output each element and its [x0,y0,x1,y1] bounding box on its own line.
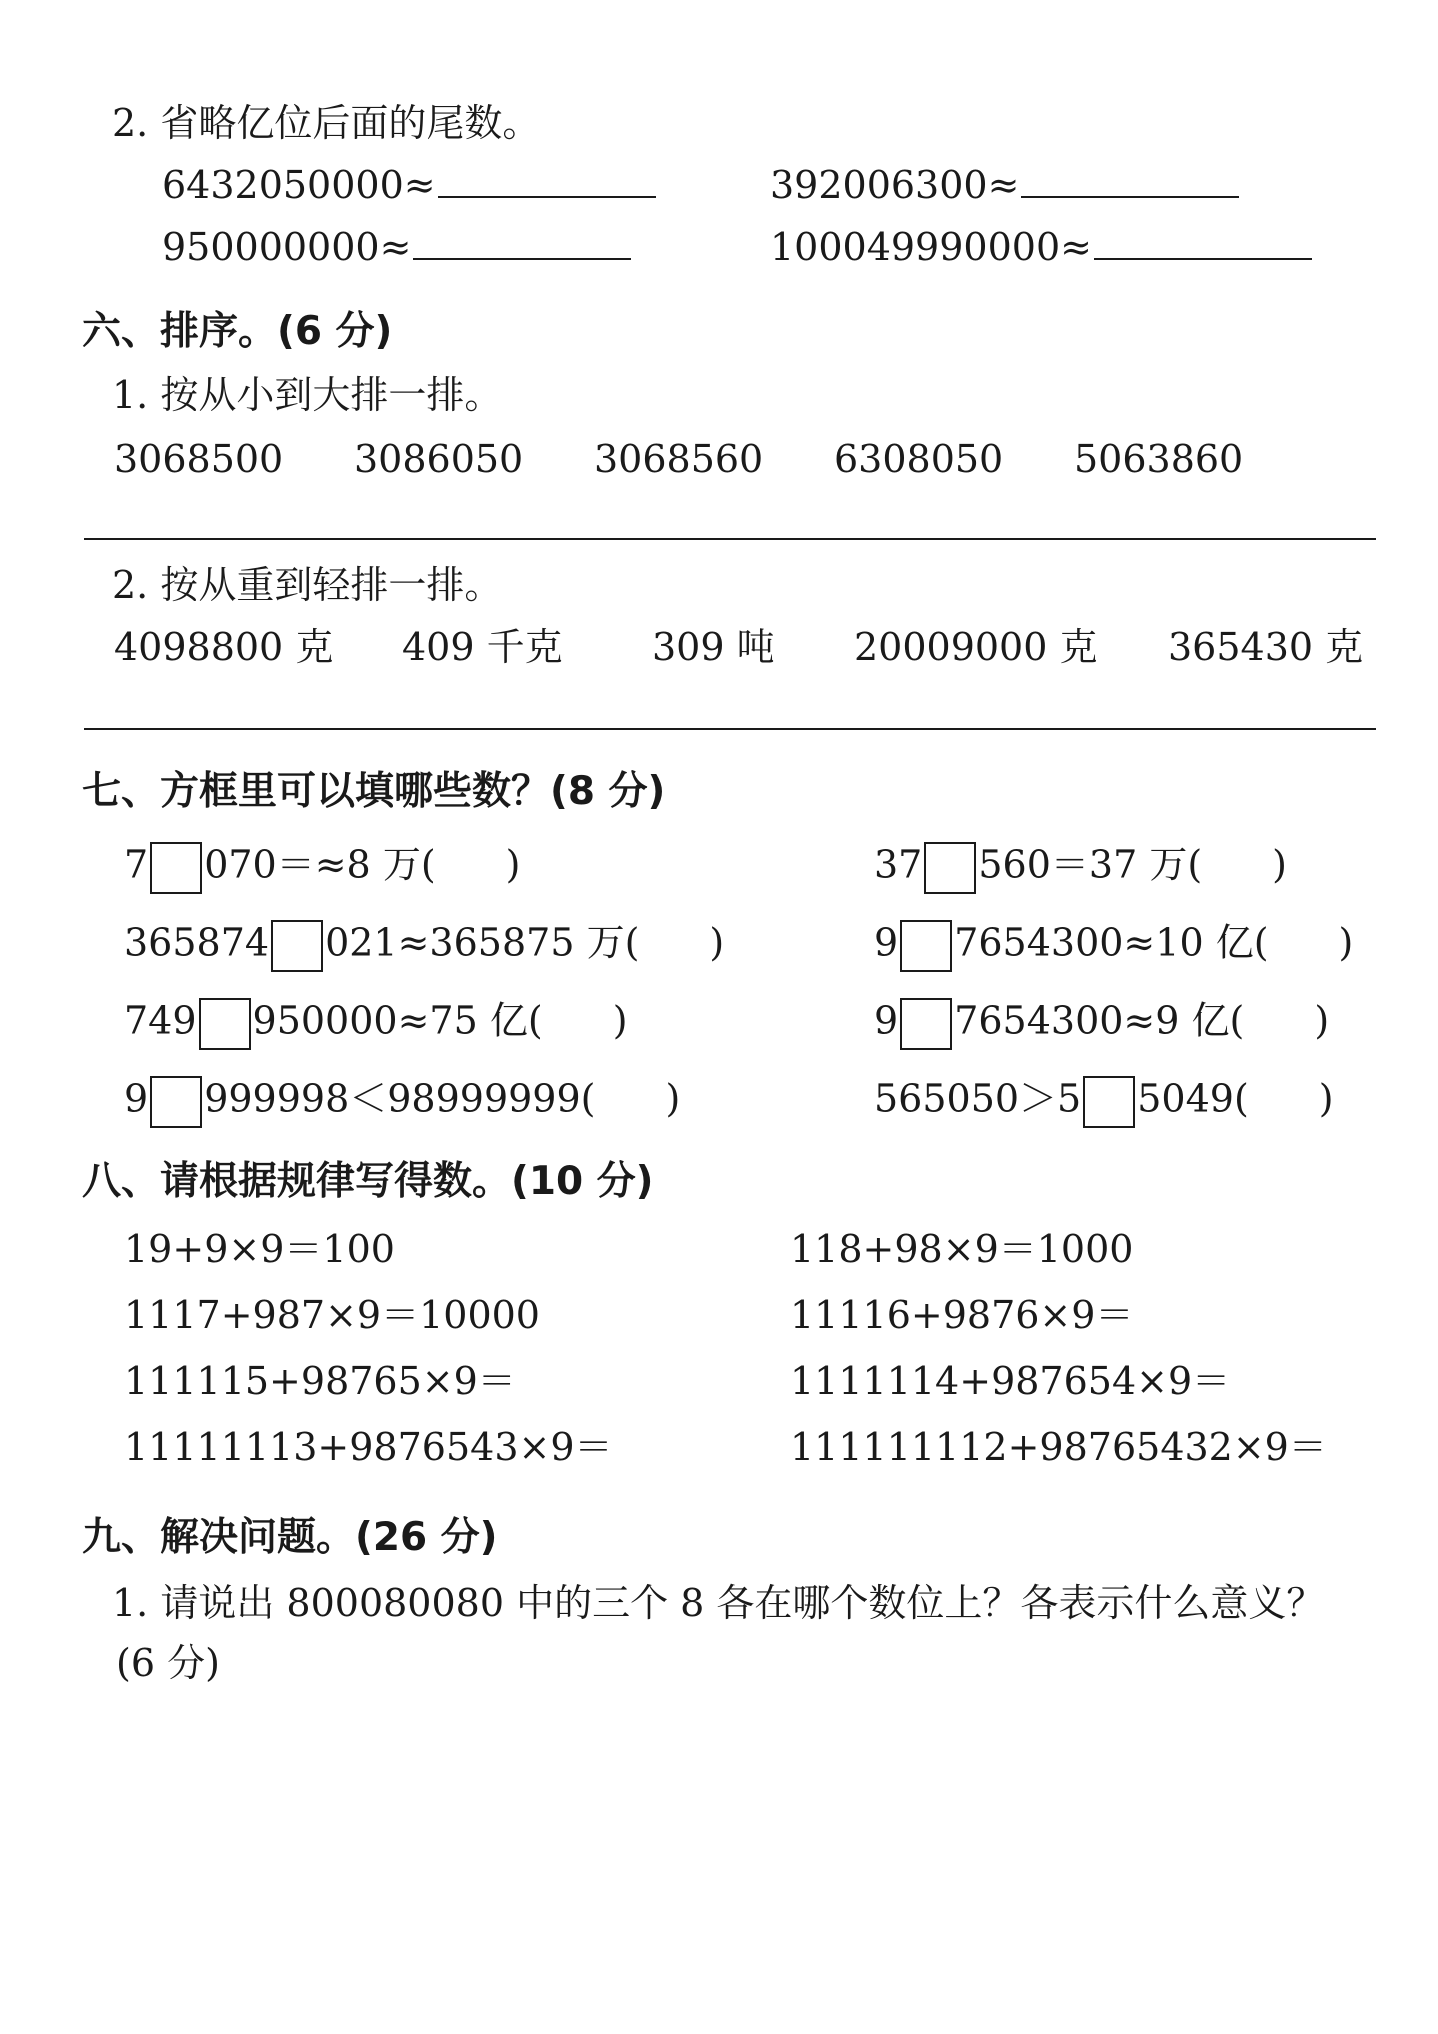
close-paren: ) [1314,998,1330,1043]
digit-box[interactable] [1083,1076,1135,1128]
digit-box[interactable] [900,920,952,972]
rounding-item [770,225,1312,269]
rounding-expression: 392006300≈ [770,163,1020,207]
weight-item: 20009000 克 [854,625,1098,669]
digit-box[interactable] [150,842,202,894]
pattern-equation: 1117+987×9＝10000 [124,1293,540,1337]
sort-number: 6308050 [834,437,1004,481]
weight-item: 4098800 克 [114,625,334,669]
pattern-equation: 111111112+98765432×9＝ [790,1425,1327,1469]
sort-number: 3068560 [594,437,764,481]
number-prefix: 749 [124,998,197,1043]
answer-blank[interactable] [438,192,656,198]
problem-q1-score: (6 分) [116,1641,220,1685]
box-question [874,998,1329,1050]
answer-blank[interactable] [413,254,631,260]
rounding-expression: 100049990000≈ [770,225,1092,269]
digit-box[interactable] [900,998,952,1050]
number-prefix: 9 [124,1076,149,1121]
problem-q1: 1. 请说出 800080080 中的三个 8 各在哪个数位上？各表示什么意义？ [112,1581,1325,1625]
box-question [874,842,1287,894]
q2-title: 2. 省略亿位后面的尾数。 [112,101,541,145]
box-question [874,920,1353,972]
sort-number: 5063860 [1074,437,1244,481]
pattern-equation: 111115+98765×9＝ [124,1359,516,1403]
digit-box[interactable] [199,998,251,1050]
close-paren: ) [505,842,521,887]
answer-blank[interactable] [1094,254,1312,260]
close-paren: ) [612,998,628,1043]
rounding-item [770,163,1239,207]
number-prefix: 365874 [124,920,270,965]
number-prefix: 565050＞5 [874,1076,1082,1121]
digit-box[interactable] [271,920,323,972]
close-paren: ) [665,1076,681,1121]
box-question [124,920,724,972]
answer-line[interactable] [84,728,1376,730]
answer-blank[interactable] [1021,192,1239,198]
rounding-expression: 6432050000≈ [162,163,436,207]
sort-q1-title: 1. 按从小到大排一排。 [112,373,503,417]
close-paren: ) [1272,842,1287,887]
rounding-item [162,163,656,207]
weight-item: 409 千克 [402,625,563,669]
section7-heading: 七、方框里可以填哪些数？(8 分) [82,769,666,814]
pattern-equation: 118+98×9＝1000 [790,1227,1134,1271]
sort-q2-title: 2. 按从重到轻排一排。 [112,563,503,607]
number-suffix: 7654300≈9 亿( [954,998,1245,1043]
section6-heading: 六、排序。(6 分) [82,309,393,354]
number-prefix: 37 [874,842,923,887]
number-suffix: 070＝≈8 万( [204,842,436,887]
rounding-item [162,225,631,269]
number-suffix: 950000≈75 亿( [252,998,543,1043]
number-suffix: 999998＜98999999( [204,1076,596,1121]
number-suffix: 560＝37 万( [978,842,1203,887]
close-paren: ) [709,920,725,965]
section8-heading: 八、请根据规律写得数。(10 分) [82,1159,654,1204]
box-question [874,1076,1334,1128]
number-prefix: 7 [124,842,149,887]
number-prefix: 9 [874,920,899,965]
close-paren: ) [1318,1076,1334,1121]
pattern-equation: 11116+9876×9＝ [790,1293,1134,1337]
digit-box[interactable] [150,1076,202,1128]
pattern-equation: 1111114+987654×9＝ [790,1359,1231,1403]
section9-heading: 九、解决问题。(26 分) [82,1515,498,1560]
box-question [124,842,520,894]
digit-box[interactable] [924,842,976,894]
pattern-equation: 19+9×9＝100 [124,1227,395,1271]
number-suffix: 5049( [1137,1076,1249,1121]
weight-item: 309 吨 [652,625,775,669]
close-paren: ) [1338,920,1354,965]
number-suffix: 021≈365875 万( [325,920,640,965]
answer-line[interactable] [84,538,1376,540]
number-suffix: 7654300≈10 亿( [954,920,1269,965]
rounding-expression: 950000000≈ [162,225,412,269]
pattern-equation: 11111113+9876543×9＝ [124,1425,613,1469]
sort-number: 3086050 [354,437,524,481]
box-question [124,1076,680,1128]
box-question [124,998,628,1050]
sort-number: 3068500 [114,437,284,481]
number-prefix: 9 [874,998,899,1043]
weight-item: 365430 克 [1168,625,1364,669]
